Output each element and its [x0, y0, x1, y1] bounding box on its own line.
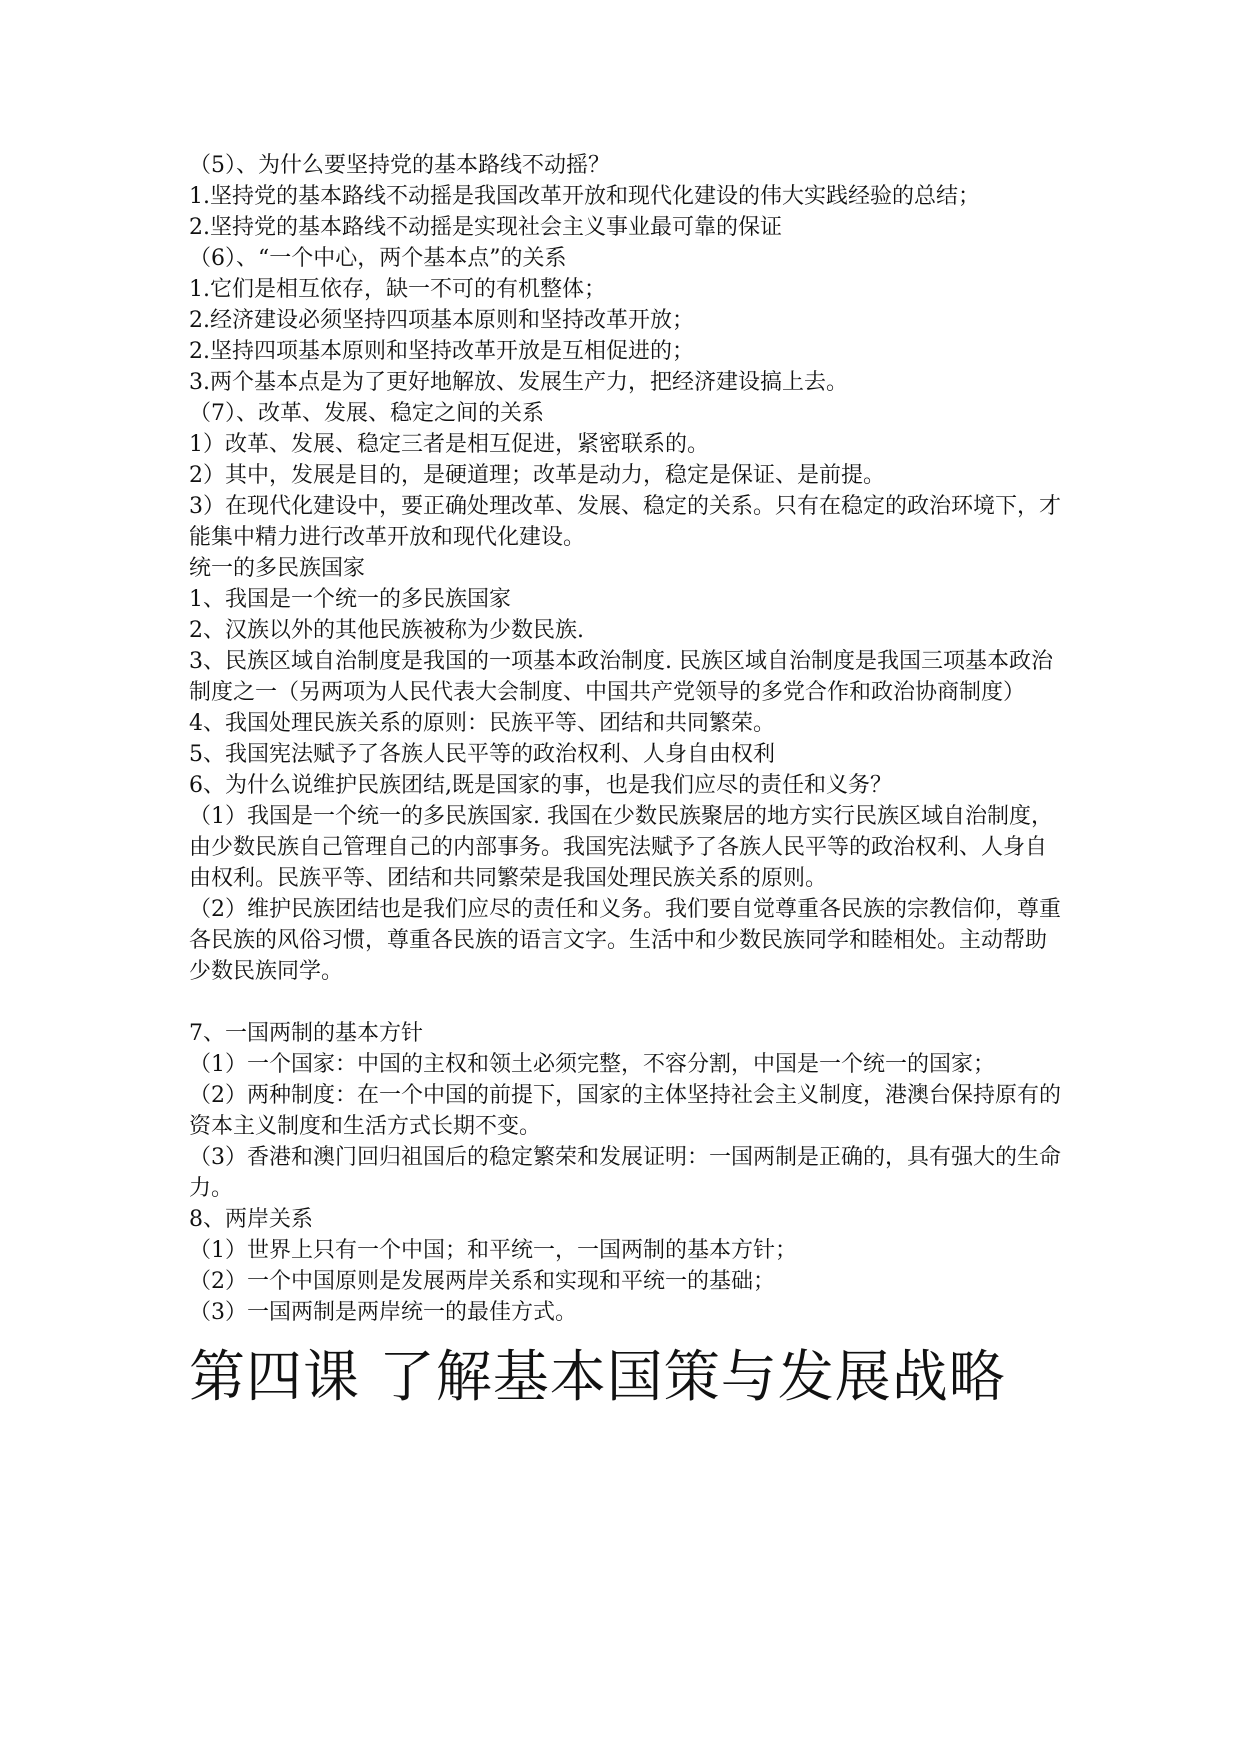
document-page: [189, 150, 1064, 1416]
list-item: 4、我国处理民族关系的原则：民族平等、团结和共同繁荣。: [189, 711, 775, 736]
lesson-title: 第四课 了解基本国策与发展战略: [189, 1345, 1006, 1410]
list-item: （2）两种制度：在一个中国的前提下，国家的主体坚持社会主义制度，港澳台保持原有的资本主义制度和生活方式长期不变。: [189, 1083, 1062, 1139]
list-item: （1）一个国家：中国的主权和领土必须完整，不容分割，中国是一个统一的国家；: [189, 1052, 995, 1077]
list-item: 1、我国是一个统一的多民族国家: [189, 587, 511, 612]
list-item: （2）一个中国原则是发展两岸关系和实现和平统一的基础；: [189, 1269, 775, 1294]
section-heading: （6）、“一个中心，两个基本点”的关系: [189, 246, 567, 271]
list-item: 1）改革、发展、稳定三者是相互促进，紧密联系的。: [189, 432, 709, 457]
section-heading: 8、两岸关系: [189, 1207, 313, 1232]
list-item: 3、民族区域自治制度是我国的一项基本政治制度. 民族区域自治制度是我国三项基本政治制度之一（另两项为人民代表大会制度、中国共产党领导的多党合作和政治协商制度）: [189, 649, 1053, 705]
section-heading: 统一的多民族国家: [189, 556, 366, 581]
list-item: 2.坚持四项基本原则和坚持改革开放是互相促进的；: [189, 339, 694, 364]
section-heading: （7）、改革、发展、稳定之间的关系: [189, 401, 544, 426]
list-item: （1）我国是一个统一的多民族国家. 我国在少数民族聚居的地方实行民族区域自治制度，由少数民族自己管理自己的内部事务。我国宪法赋予了各族人民平等的政治权利、人身自由权利。民族平等、团结和共同繁荣是我国处理民族关系的原则。: [189, 804, 1053, 891]
list-item: （3）香港和澳门回归祖国后的稳定繁荣和发展证明：一国两制是正确的，具有强大的生命力。: [189, 1145, 1062, 1201]
list-item: （3）一国两制是两岸统一的最佳方式。: [189, 1300, 577, 1325]
list-item: 2）其中，发展是目的，是硬道理；改革是动力，稳定是保证、是前提。: [189, 463, 885, 488]
list-item: 1.坚持党的基本路线不动摇是我国改革开放和现代化建设的伟大实践经验的总结；: [189, 184, 980, 209]
list-item: 2、汉族以外的其他民族被称为少数民族.: [189, 618, 584, 643]
list-item: 6、为什么说维护民族团结,既是国家的事，也是我们应尽的责任和义务？: [189, 773, 892, 798]
list-item: 2.坚持党的基本路线不动摇是实现社会主义事业最可靠的保证: [189, 215, 782, 240]
blank-line: [189, 987, 1064, 1018]
list-item: 2.经济建设必须坚持四项基本原则和坚持改革开放；: [189, 308, 694, 333]
list-item: （2）维护民族团结也是我们应尽的责任和义务。我们要自觉尊重各民族的宗教信仰，尊重各民族的风俗习惯，尊重各民族的语言文字。生活中和少数民族同学和睦相处。主动帮助少数民族同学。: [189, 897, 1062, 984]
list-item: 3）在现代化建设中，要正确处理改革、发展、稳定的关系。只有在稳定的政治环境下，才能集中精力进行改革开放和现代化建设。: [189, 494, 1062, 550]
list-item: （1）世界上只有一个中国；和平统一，一国两制的基本方针；: [189, 1238, 797, 1263]
section-heading: 7、一国两制的基本方针: [189, 1021, 423, 1046]
list-item: 5、我国宪法赋予了各族人民平等的政治权利、人身自由权利: [189, 742, 775, 767]
list-item: 1.它们是相互依存，缺一不可的有机整体；: [189, 277, 606, 302]
list-item: 3.两个基本点是为了更好地解放、发展生产力，把经济建设搞上去。: [189, 370, 848, 395]
section-heading: （5）、为什么要坚持党的基本路线不动摇？: [189, 153, 610, 178]
